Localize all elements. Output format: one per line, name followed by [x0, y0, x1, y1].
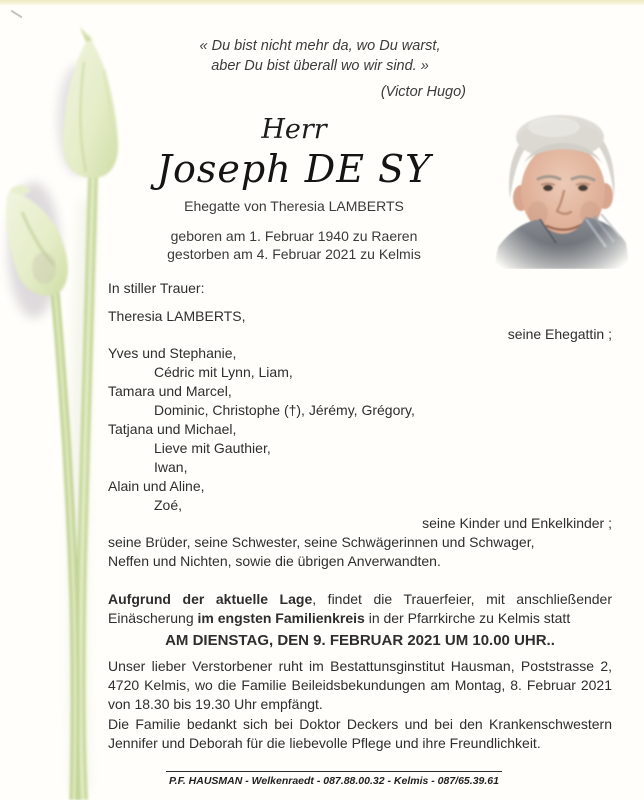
mourner-row: Iwan, [154, 459, 188, 475]
mourner-row: Zoé, [154, 497, 183, 513]
notice-bold-lead: Aufgrund der aktuelle Lage [108, 591, 313, 607]
relatives-row: seine Brüder, seine Schwester, seine Schwägerinnen und Schwager, [108, 534, 535, 550]
mourner-row: Yves und Stephanie, [108, 345, 237, 361]
death-line: gestorben am 4. Februar 2021 zu Kelmis [167, 246, 421, 262]
deceased-header [118, 114, 470, 263]
relation-row: seine Kinder und Enkelkinder ; [422, 515, 612, 531]
life-dates [118, 227, 470, 263]
mourner-row: Alain und Aline, [108, 478, 205, 494]
mourner-row: Cédric mit Lynn, Liam, [154, 364, 293, 380]
mourner-row: Tamara und Marcel, [108, 383, 232, 399]
thanks-paragraph: Die Familie bedankt sich bei Doktor Deckers und bei den Krankenschwestern Jennifer und Deborah für die liebevolle Pflege und ihre Freundlichkeit. [108, 716, 612, 751]
mourners-list [108, 307, 612, 571]
portrait-illustration [486, 103, 636, 269]
notice-text-1: , findet die Trauerfeier, mit anschließender Einäscherung [108, 591, 613, 626]
quote-attribution: (Victor Hugo) [380, 84, 466, 100]
relation-row: seine Ehegattin ; [507, 326, 612, 342]
birth-line: geboren am 1. Februar 1940 zu Raeren [170, 228, 418, 244]
funeral-date-line: AM DIENSTAG, DEN 9. FEBRUAR 2021 UM 10.00 UHR.. [165, 632, 555, 649]
relatives-row: Neffen und Nichten, sowie die übrigen Anverwandten. [108, 553, 441, 569]
salutation: Herr [261, 114, 327, 145]
spouse-relation: Ehegatte von Theresia LAMBERTS [184, 198, 404, 214]
memorial-quote [168, 36, 472, 102]
mourner-row: Theresia LAMBERTS, [108, 308, 246, 324]
repose-paragraph: Unser lieber Verstorbener ruht im Bestattunsginstitut Hausman, Poststrasse 2, 4720 Kelmis, wo die Familie Beileidsbekundungen am Montag, 8. Februar 2021 von 18.30 bis 19.30 Uhr empfängt. [108, 658, 612, 712]
notice-bold-family: im engsten Familienkreis [197, 610, 365, 626]
funeral-notice [108, 590, 612, 628]
mourning-intro: In stiller Trauer: [108, 280, 205, 296]
mourner-row: Tatjana und Michael, [108, 421, 237, 437]
funeral-home-footer: P.F. HAUSMAN - Welkenraedt - 087.88.00.32 - Kelmis - 087/65.39.61 [166, 771, 502, 787]
quote-line-1: « Du bist nicht mehr da, wo Du warst, [199, 38, 441, 54]
mourner-row: Lieve mit Gauthier, [154, 440, 271, 456]
notice-text-2: in der Pfarrkirche zu Kelmis statt [364, 610, 571, 626]
mourner-row: Dominic, Christophe (†), Jérémy, Grégory, [154, 402, 415, 418]
portrait-photo [486, 103, 636, 269]
deceased-name: Joseph DE SY [156, 147, 432, 191]
quote-line-2: aber Du bist überall wo wir sind. » [211, 58, 429, 74]
